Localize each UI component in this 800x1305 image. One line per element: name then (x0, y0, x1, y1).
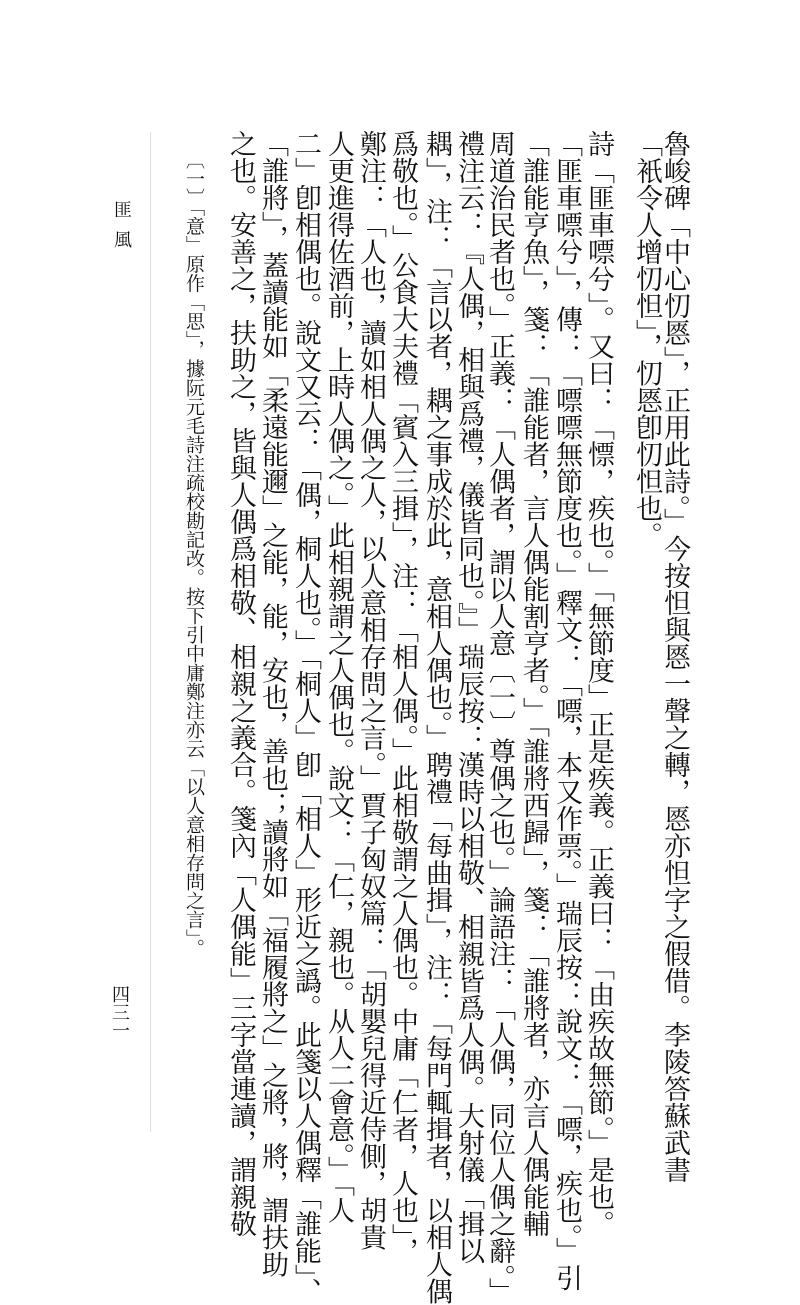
text-column: 「誰能亨魚」，箋：「誰能者，言人偶能割亨者。」「誰將西歸」，箋：「誰將者，亦言人偶能輔 (518, 130, 549, 1237)
text-column: 「匪車嘌兮」，傳：「嘌嘌無節度也。」釋文：「嘌，本又作票。」瑞辰按：說文：「嘌，疾也。」引 (551, 130, 582, 1291)
text-column: 鄭注：「人也，讀如相人偶之人，以人意相存問之言。」賈子匈奴篇：「胡嬰兒得近侍側，胡貴 (355, 130, 386, 1251)
text-column: 周道治民者也。」正義：「人偶者，謂以人意〔一〕尊偶之也。」論語注：「人偶，同位人偶之辭。」 (484, 130, 515, 1305)
text-column: 耦」，注：「言以者，耦之事成於此，意相人偶也。」聘禮「每曲揖」，注：「每門輒揖者，以相人偶 (421, 130, 452, 1305)
page-number: 四三一 (109, 985, 130, 1039)
text-column: 禮注云：『人偶，相與爲禮，儀皆同也。』」瑞辰按：漢時以相敬、相親皆爲人偶。大射儀「揖以 (453, 130, 484, 1264)
text-column: 二」卽相偶也。說文又云：「偶，桐人也。」「桐人」卽「相人」形近之譌。此箋以人偶釋「誰能」、 (290, 130, 321, 1305)
margin-rule (150, 132, 151, 1132)
text-column: 之也。安善之，扶助之，皆與人偶爲相敬、相親之義合。箋內「人偶能」三字當連讀，謂親敬 (225, 130, 256, 1237)
text-column: 魯峻碑「中心忉㥦」，正用此詩。」今按怛與㥦一聲之轉，㥦亦怛字之假借。李陵答蘇武書 (659, 130, 690, 1183)
text-column: 「衹令人增忉怛」，忉㥦卽忉怛也。 (631, 130, 662, 549)
running-head: 匪風 (111, 200, 132, 260)
footnote: 〔一〕「意」原作「思」，據阮元毛詩注疏校勘記改。按下引中庸鄭注亦云「以人意相存問之言」。 (183, 150, 205, 958)
text-column: 「誰將」，蓋讀能如「柔遠能邇」之能，能，安也，善也；讀將如「福履將之」之將，將，謂扶助 (257, 130, 288, 1278)
text-column: 人更進得佐酒前，上時人偶之。」此相親謂之人偶也。說文：「仁，親也。从人二會意。」「人 (323, 130, 354, 1224)
text-column: 詩「匪車嘌兮」。又曰：「慓，疾也。」「無節度」正是疾義。正義曰：「由疾故無節。」是也。 (583, 130, 614, 1237)
text-column: 爲敬也。」公食大夫禮「賓入三揖」，注：「相人偶。」此相敬謂之人偶也。中庸「仁者，人也」， (387, 130, 418, 1264)
